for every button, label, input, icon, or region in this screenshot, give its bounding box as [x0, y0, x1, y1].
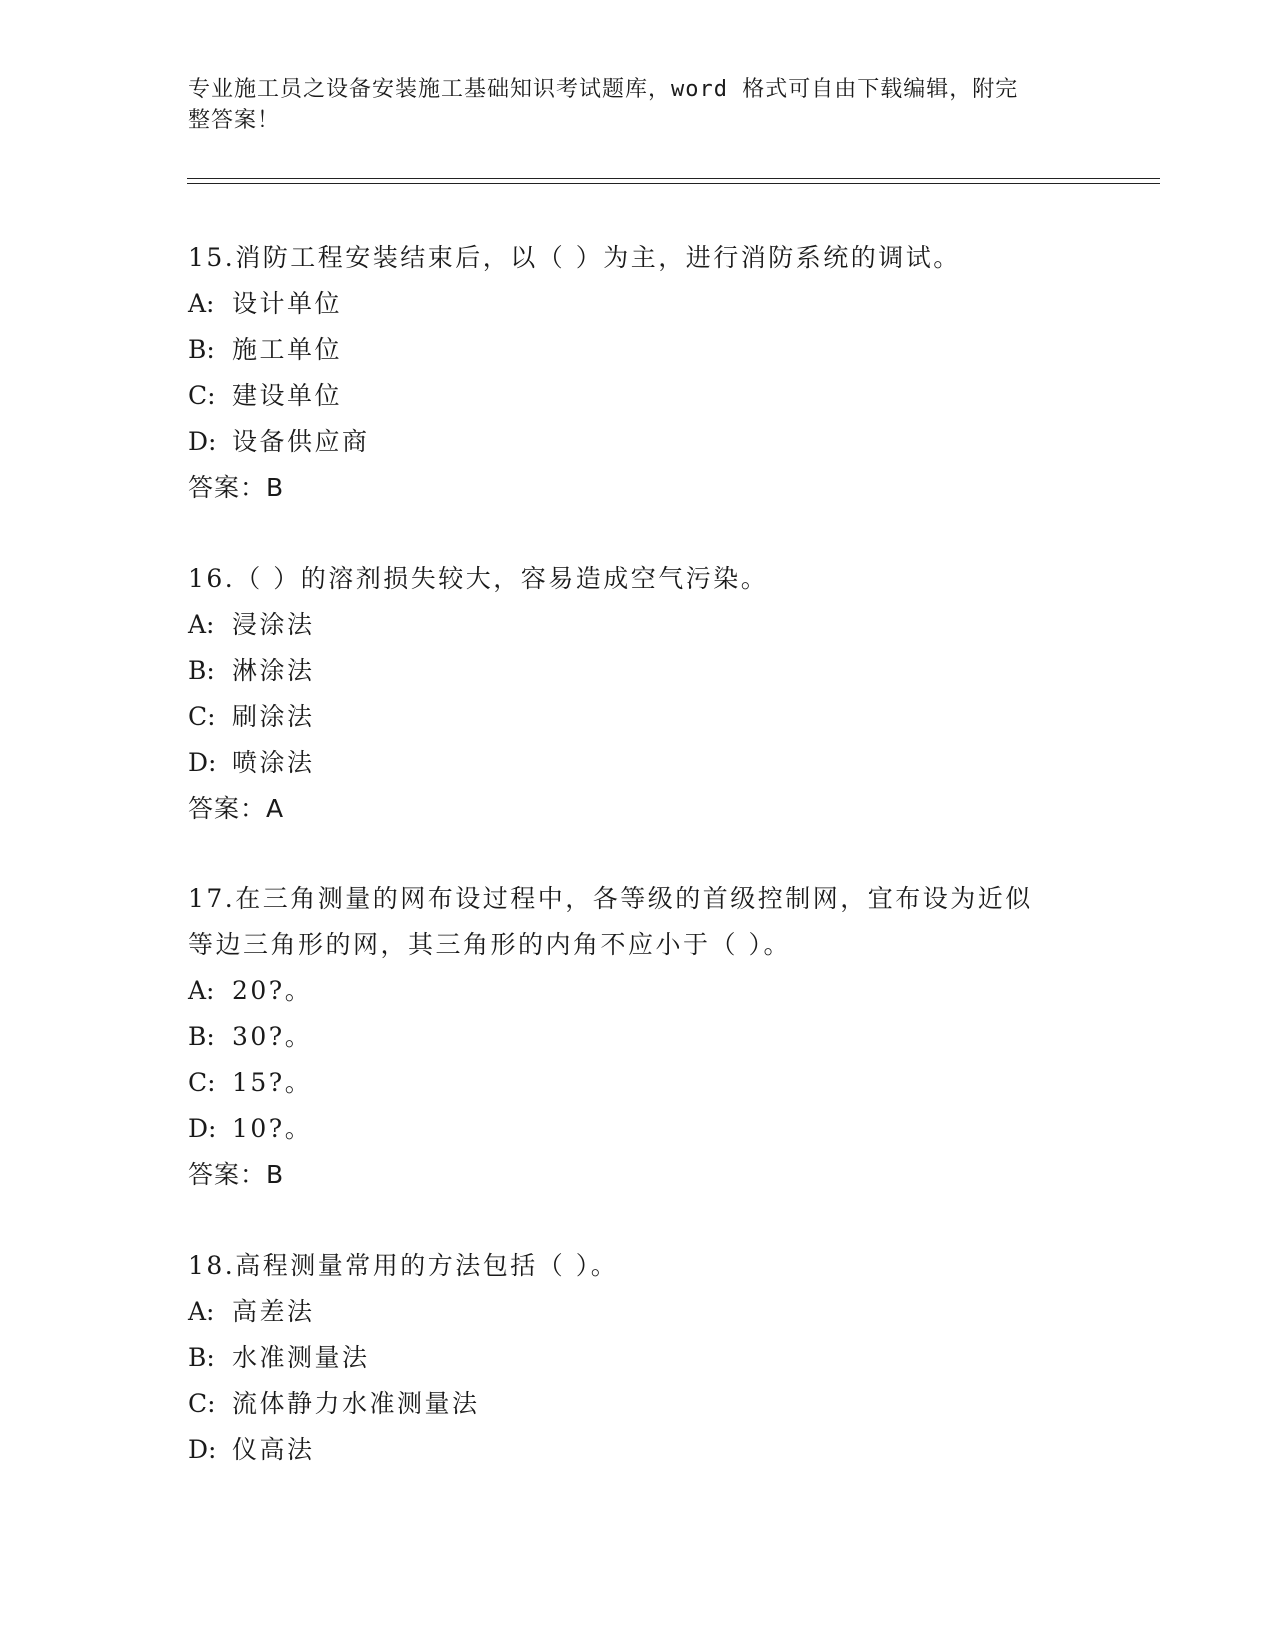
option-letter: A: [188, 976, 215, 1005]
header-divider-bottom [187, 183, 1160, 184]
option-c [188, 694, 1108, 740]
option-letter: A: [188, 610, 215, 639]
option-text: 浸涂法 [232, 610, 315, 639]
option-b [188, 1014, 1108, 1060]
header-line-1: 专业施工员之设备安装施工基础知识考试题库，word 格式可自由下载编辑，附完 [188, 77, 1019, 102]
option-b [188, 648, 1108, 694]
option-c [188, 1060, 1108, 1106]
option-d [188, 740, 1108, 786]
option-d [188, 419, 1108, 465]
option-text: 淋涂法 [232, 656, 315, 685]
header-divider-top [187, 178, 1160, 179]
option-letter: B: [188, 335, 215, 364]
option-letter: C: [188, 702, 216, 731]
answer-line: 答案：A [188, 794, 285, 823]
option-letter: A: [188, 1297, 215, 1326]
option-text: 喷涂法 [232, 748, 315, 777]
option-letter: B: [188, 1343, 215, 1372]
option-a [188, 602, 1108, 648]
option-text: 建设单位 [232, 381, 343, 410]
option-c [188, 373, 1108, 419]
option-a [188, 281, 1108, 327]
question-15 [188, 235, 1108, 511]
option-text: 刷涂法 [232, 702, 315, 731]
option-text: 10?。 [232, 1114, 313, 1143]
question-17 [188, 876, 1108, 1198]
option-c [188, 1381, 1108, 1427]
option-letter: D: [188, 1435, 217, 1464]
document-header [188, 74, 1088, 136]
question-stem: 15.消防工程安装结束后，以（ ）为主，进行消防系统的调试。 [188, 243, 961, 272]
option-text: 水准测量法 [232, 1343, 370, 1372]
option-text: 高差法 [232, 1297, 315, 1326]
question-16 [188, 556, 1108, 832]
option-letter: B: [188, 656, 215, 685]
option-text: 15?。 [232, 1068, 313, 1097]
question-stem: 16.（ ）的溶剂损失较大，容易造成空气污染。 [188, 564, 769, 593]
option-text: 施工单位 [232, 335, 343, 364]
option-b [188, 1335, 1108, 1381]
answer-line: 答案：B [188, 473, 285, 502]
option-letter: C: [188, 1389, 216, 1418]
question-18 [188, 1243, 1108, 1473]
option-text: 流体静力水准测量法 [232, 1389, 480, 1418]
question-stem-line-2: 等边三角形的网，其三角形的内角不应小于（ ）。 [188, 930, 791, 959]
option-letter: D: [188, 1114, 217, 1143]
option-letter: D: [188, 427, 217, 456]
option-letter: D: [188, 748, 217, 777]
option-letter: B: [188, 1022, 215, 1051]
option-b [188, 327, 1108, 373]
option-text: 仪高法 [232, 1435, 315, 1464]
option-d [188, 1106, 1108, 1152]
option-d [188, 1427, 1108, 1473]
header-line-2: 整答案！ [188, 108, 281, 133]
question-stem-line-1: 17.在三角测量的网布设过程中，各等级的首级控制网，宜布设为近似 [188, 884, 1033, 913]
option-letter: A: [188, 289, 215, 318]
option-text: 30?。 [232, 1022, 313, 1051]
question-stem: 18.高程测量常用的方法包括（ ）。 [188, 1251, 619, 1280]
option-a [188, 1289, 1108, 1335]
option-a [188, 968, 1108, 1014]
option-letter: C: [188, 1068, 216, 1097]
option-letter: C: [188, 381, 216, 410]
option-text: 20?。 [232, 976, 313, 1005]
option-text: 设计单位 [232, 289, 343, 318]
option-text: 设备供应商 [232, 427, 370, 456]
answer-line: 答案：B [188, 1160, 285, 1189]
